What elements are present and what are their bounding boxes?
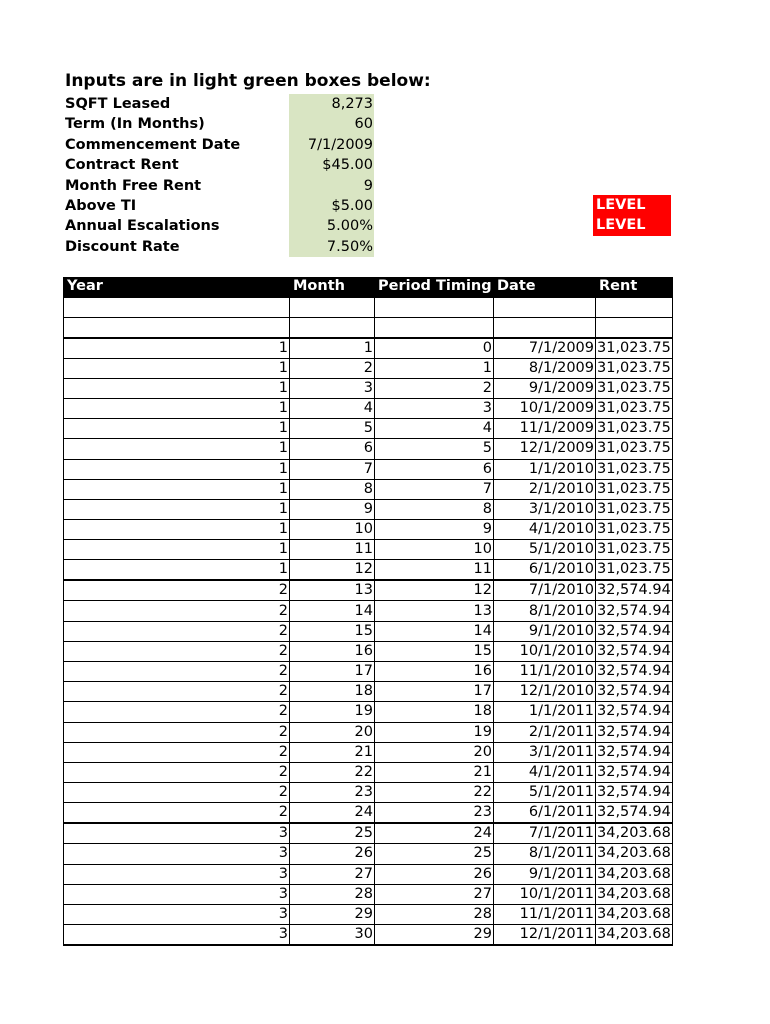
table-row — [64, 601, 673, 621]
table-row — [64, 803, 673, 824]
date-cell[interactable]: 10/1/2009 — [494, 398, 596, 418]
table-row — [64, 682, 673, 702]
date-cell[interactable]: 9/1/2011 — [494, 864, 596, 884]
rent-cell[interactable]: 31,023.75 — [596, 499, 673, 519]
period-timing-cell[interactable]: 8 — [375, 499, 494, 519]
month-cell[interactable]: 17 — [290, 662, 375, 682]
date-cell[interactable]: 7/1/2011 — [494, 823, 596, 844]
rent-cell[interactable]: 32,574.94 — [596, 601, 673, 621]
date-cell[interactable]: 8/1/2009 — [494, 358, 596, 378]
input-label: Term (In Months) — [65, 116, 205, 133]
date-cell[interactable]: 12/1/2009 — [494, 439, 596, 459]
year-cell[interactable]: 2 — [64, 641, 290, 661]
period-timing-cell[interactable]: 17 — [375, 682, 494, 702]
table-row — [64, 702, 673, 722]
rent-cell[interactable]: 31,023.75 — [596, 439, 673, 459]
col-header-rent: Rent — [596, 277, 673, 297]
year-cell[interactable]: 1 — [64, 540, 290, 560]
month-cell[interactable]: 19 — [290, 702, 375, 722]
rent-cell[interactable]: 32,574.94 — [596, 783, 673, 803]
blank-row — [64, 297, 673, 317]
month-cell[interactable]: 2 — [290, 358, 375, 378]
year-cell[interactable]: 1 — [64, 560, 290, 581]
month-cell[interactable]: 26 — [290, 844, 375, 864]
period-timing-cell[interactable]: 22 — [375, 783, 494, 803]
rent-cell[interactable]: 34,203.68 — [596, 844, 673, 864]
page-heading: Inputs are in light green boxes below: — [65, 71, 431, 91]
table-row — [64, 439, 673, 459]
blank-row — [64, 317, 673, 337]
table-row — [64, 641, 673, 661]
rent-cell[interactable]: 32,574.94 — [596, 580, 673, 601]
table-cell[interactable] — [290, 317, 375, 337]
year-cell[interactable]: 2 — [64, 682, 290, 702]
period-timing-cell[interactable]: 13 — [375, 601, 494, 621]
year-cell[interactable]: 2 — [64, 621, 290, 641]
period-timing-cell[interactable]: 21 — [375, 762, 494, 782]
month-cell[interactable]: 16 — [290, 641, 375, 661]
period-timing-cell[interactable]: 2 — [375, 378, 494, 398]
month-cell[interactable]: 24 — [290, 803, 375, 824]
table-row — [64, 844, 673, 864]
month-cell[interactable]: 20 — [290, 722, 375, 742]
month-cell[interactable]: 4 — [290, 398, 375, 418]
year-cell[interactable]: 1 — [64, 479, 290, 499]
date-cell[interactable]: 2/1/2011 — [494, 722, 596, 742]
period-timing-cell[interactable]: 29 — [375, 925, 494, 946]
period-timing-cell[interactable]: 0 — [375, 338, 494, 359]
period-timing-cell[interactable]: 16 — [375, 662, 494, 682]
rent-cell[interactable]: 32,574.94 — [596, 722, 673, 742]
table-row — [64, 823, 673, 844]
period-timing-cell[interactable]: 27 — [375, 884, 494, 904]
table-row — [64, 762, 673, 782]
month-cell[interactable]: 12 — [290, 560, 375, 581]
table-row — [64, 398, 673, 418]
month-cell[interactable]: 29 — [290, 904, 375, 924]
date-cell[interactable]: 11/1/2010 — [494, 662, 596, 682]
month-cell[interactable]: 6 — [290, 439, 375, 459]
table-cell[interactable] — [494, 317, 596, 337]
year-cell[interactable]: 3 — [64, 925, 290, 946]
month-cell[interactable]: 1 — [290, 338, 375, 359]
table-cell[interactable] — [375, 317, 494, 337]
period-timing-cell[interactable]: 15 — [375, 641, 494, 661]
rent-cell[interactable]: 32,574.94 — [596, 803, 673, 824]
period-timing-cell[interactable]: 23 — [375, 803, 494, 824]
period-timing-cell[interactable]: 14 — [375, 621, 494, 641]
input-label: Commencement Date — [65, 136, 241, 153]
table-row — [64, 722, 673, 742]
period-timing-cell[interactable]: 9 — [375, 520, 494, 540]
rent-cell[interactable]: 31,023.75 — [596, 419, 673, 439]
rent-cell[interactable]: 32,574.94 — [596, 762, 673, 782]
rent-cell[interactable]: 31,023.75 — [596, 540, 673, 560]
table-row — [64, 560, 673, 581]
date-cell[interactable]: 9/1/2010 — [494, 621, 596, 641]
year-cell[interactable]: 1 — [64, 378, 290, 398]
period-timing-cell[interactable]: 5 — [375, 439, 494, 459]
period-timing-cell[interactable]: 6 — [375, 459, 494, 479]
date-cell[interactable]: 4/1/2011 — [494, 762, 596, 782]
period-timing-cell[interactable]: 26 — [375, 864, 494, 884]
year-cell[interactable]: 3 — [64, 904, 290, 924]
col-header-period-timing: Period Timing — [375, 277, 494, 297]
month-cell[interactable]: 11 — [290, 540, 375, 560]
year-cell[interactable]: 2 — [64, 762, 290, 782]
month-cell[interactable]: 14 — [290, 601, 375, 621]
month-cell[interactable]: 27 — [290, 864, 375, 884]
rent-cell[interactable]: 31,023.75 — [596, 520, 673, 540]
month-cell[interactable]: 21 — [290, 742, 375, 762]
date-cell[interactable]: 11/1/2009 — [494, 419, 596, 439]
table-row — [64, 358, 673, 378]
period-timing-cell[interactable]: 10 — [375, 540, 494, 560]
date-cell[interactable]: 8/1/2011 — [494, 844, 596, 864]
table-row — [64, 499, 673, 519]
month-cell[interactable]: 9 — [290, 499, 375, 519]
rent-cell[interactable]: 34,203.68 — [596, 864, 673, 884]
table-row — [64, 925, 673, 946]
date-cell[interactable]: 8/1/2010 — [494, 601, 596, 621]
month-cell[interactable]: 5 — [290, 419, 375, 439]
period-timing-cell[interactable]: 18 — [375, 702, 494, 722]
year-cell[interactable]: 2 — [64, 783, 290, 803]
period-timing-cell[interactable]: 28 — [375, 904, 494, 924]
date-cell[interactable]: 2/1/2010 — [494, 479, 596, 499]
year-cell[interactable]: 1 — [64, 398, 290, 418]
period-timing-cell[interactable]: 12 — [375, 580, 494, 601]
date-cell[interactable]: 12/1/2011 — [494, 925, 596, 946]
input-value-cell[interactable]: 7/1/2009 — [289, 135, 374, 155]
table-row — [64, 540, 673, 560]
period-timing-cell[interactable]: 24 — [375, 823, 494, 844]
rent-cell[interactable]: 32,574.94 — [596, 621, 673, 641]
rent-cell[interactable]: 31,023.75 — [596, 358, 673, 378]
date-cell[interactable]: 6/1/2010 — [494, 560, 596, 581]
year-cell[interactable]: 1 — [64, 338, 290, 359]
table-cell[interactable] — [375, 297, 494, 317]
date-cell[interactable]: 6/1/2011 — [494, 803, 596, 824]
year-cell[interactable]: 1 — [64, 499, 290, 519]
year-cell[interactable]: 2 — [64, 803, 290, 824]
rent-cell[interactable]: 31,023.75 — [596, 338, 673, 359]
period-timing-cell[interactable]: 3 — [375, 398, 494, 418]
month-cell[interactable]: 30 — [290, 925, 375, 946]
rent-schedule-table — [63, 277, 673, 946]
input-label: Contract Rent — [65, 157, 179, 174]
year-cell[interactable]: 3 — [64, 823, 290, 844]
input-label: Annual Escalations — [65, 218, 220, 235]
date-cell[interactable]: 4/1/2010 — [494, 520, 596, 540]
month-cell[interactable]: 13 — [290, 580, 375, 601]
year-cell[interactable]: 1 — [64, 459, 290, 479]
rent-cell[interactable]: 32,574.94 — [596, 641, 673, 661]
month-cell[interactable]: 28 — [290, 884, 375, 904]
table-cell[interactable] — [290, 297, 375, 317]
table-row — [64, 459, 673, 479]
table-row — [64, 621, 673, 641]
input-label: Discount Rate — [65, 238, 180, 255]
input-label: SQFT Leased — [65, 96, 171, 112]
year-cell[interactable]: 2 — [64, 702, 290, 722]
year-cell[interactable]: 3 — [64, 884, 290, 904]
date-cell[interactable]: 7/1/2010 — [494, 580, 596, 601]
input-value-cell[interactable]: 7.50% — [289, 237, 374, 257]
rent-cell[interactable]: 34,203.68 — [596, 904, 673, 924]
table-cell[interactable] — [494, 297, 596, 317]
level-label: LEVEL — [596, 217, 646, 233]
input-value-cell[interactable]: 9 — [289, 176, 374, 196]
table-row — [64, 419, 673, 439]
input-label: Above TI — [65, 197, 137, 214]
table-row — [64, 662, 673, 682]
rent-cell[interactable]: 31,023.75 — [596, 378, 673, 398]
period-timing-cell[interactable]: 19 — [375, 722, 494, 742]
year-cell[interactable]: 3 — [64, 844, 290, 864]
month-cell[interactable]: 7 — [290, 459, 375, 479]
rent-cell[interactable]: 32,574.94 — [596, 742, 673, 762]
month-cell[interactable]: 8 — [290, 479, 375, 499]
table-row — [64, 520, 673, 540]
table-row — [64, 479, 673, 499]
date-cell[interactable]: 11/1/2011 — [494, 904, 596, 924]
date-cell[interactable]: 1/1/2011 — [494, 702, 596, 722]
period-timing-cell[interactable]: 4 — [375, 419, 494, 439]
year-cell[interactable]: 2 — [64, 742, 290, 762]
table-cell[interactable] — [64, 297, 290, 317]
col-header-year: Year — [64, 277, 290, 297]
input-value-cell[interactable]: $5.00 — [289, 196, 374, 216]
year-cell[interactable]: 1 — [64, 520, 290, 540]
input-value-cell[interactable]: 5.00% — [289, 216, 374, 236]
table-row — [64, 338, 673, 359]
date-cell[interactable]: 12/1/2010 — [494, 682, 596, 702]
year-cell[interactable]: 2 — [64, 662, 290, 682]
level-label: LEVEL — [596, 197, 646, 213]
month-cell[interactable]: 10 — [290, 520, 375, 540]
table-cell[interactable] — [596, 317, 673, 337]
year-cell[interactable]: 2 — [64, 580, 290, 601]
table-row — [64, 783, 673, 803]
date-cell[interactable]: 3/1/2010 — [494, 499, 596, 519]
date-cell[interactable]: 5/1/2011 — [494, 783, 596, 803]
date-cell[interactable]: 10/1/2010 — [494, 641, 596, 661]
month-cell[interactable]: 23 — [290, 783, 375, 803]
input-value-cell[interactable]: 8,273 — [289, 94, 374, 114]
period-timing-cell[interactable]: 25 — [375, 844, 494, 864]
month-cell[interactable]: 25 — [290, 823, 375, 844]
rent-cell[interactable]: 32,574.94 — [596, 662, 673, 682]
table-cell[interactable] — [64, 317, 290, 337]
date-cell[interactable]: 5/1/2010 — [494, 540, 596, 560]
rent-cell[interactable]: 34,203.68 — [596, 884, 673, 904]
month-cell[interactable]: 18 — [290, 682, 375, 702]
rent-cell[interactable]: 32,574.94 — [596, 702, 673, 722]
period-timing-cell[interactable]: 7 — [375, 479, 494, 499]
table-row — [64, 580, 673, 601]
level-flag — [593, 195, 671, 236]
rent-cell[interactable]: 34,203.68 — [596, 925, 673, 946]
table-row — [64, 742, 673, 762]
period-timing-cell[interactable]: 20 — [375, 742, 494, 762]
rent-cell[interactable]: 31,023.75 — [596, 459, 673, 479]
table-row — [64, 864, 673, 884]
year-cell[interactable]: 1 — [64, 439, 290, 459]
period-timing-cell[interactable]: 1 — [375, 358, 494, 378]
month-cell[interactable]: 15 — [290, 621, 375, 641]
year-cell[interactable]: 3 — [64, 864, 290, 884]
rent-cell[interactable]: 31,023.75 — [596, 560, 673, 581]
col-header-month: Month — [290, 277, 375, 297]
year-cell[interactable]: 1 — [64, 419, 290, 439]
table-header-row — [64, 277, 673, 297]
rent-cell[interactable]: 34,203.68 — [596, 823, 673, 844]
table-row — [64, 904, 673, 924]
table-cell[interactable] — [596, 297, 673, 317]
rent-cell[interactable]: 31,023.75 — [596, 479, 673, 499]
col-header-date: Date — [494, 277, 596, 297]
year-cell[interactable]: 2 — [64, 601, 290, 621]
month-cell[interactable]: 22 — [290, 762, 375, 782]
date-cell[interactable]: 9/1/2009 — [494, 378, 596, 398]
year-cell[interactable]: 2 — [64, 722, 290, 742]
table-row — [64, 378, 673, 398]
date-cell[interactable]: 7/1/2009 — [494, 338, 596, 359]
year-cell[interactable]: 1 — [64, 358, 290, 378]
rent-cell[interactable]: 31,023.75 — [596, 398, 673, 418]
rent-cell[interactable]: 32,574.94 — [596, 682, 673, 702]
input-value-cell[interactable]: $45.00 — [289, 155, 374, 175]
date-cell[interactable]: 3/1/2011 — [494, 742, 596, 762]
input-value-cell[interactable]: 60 — [289, 114, 374, 134]
input-label: Month Free Rent — [65, 177, 202, 194]
table-row — [64, 884, 673, 904]
month-cell[interactable]: 3 — [290, 378, 375, 398]
date-cell[interactable]: 1/1/2010 — [494, 459, 596, 479]
date-cell[interactable]: 10/1/2011 — [494, 884, 596, 904]
period-timing-cell[interactable]: 11 — [375, 560, 494, 581]
